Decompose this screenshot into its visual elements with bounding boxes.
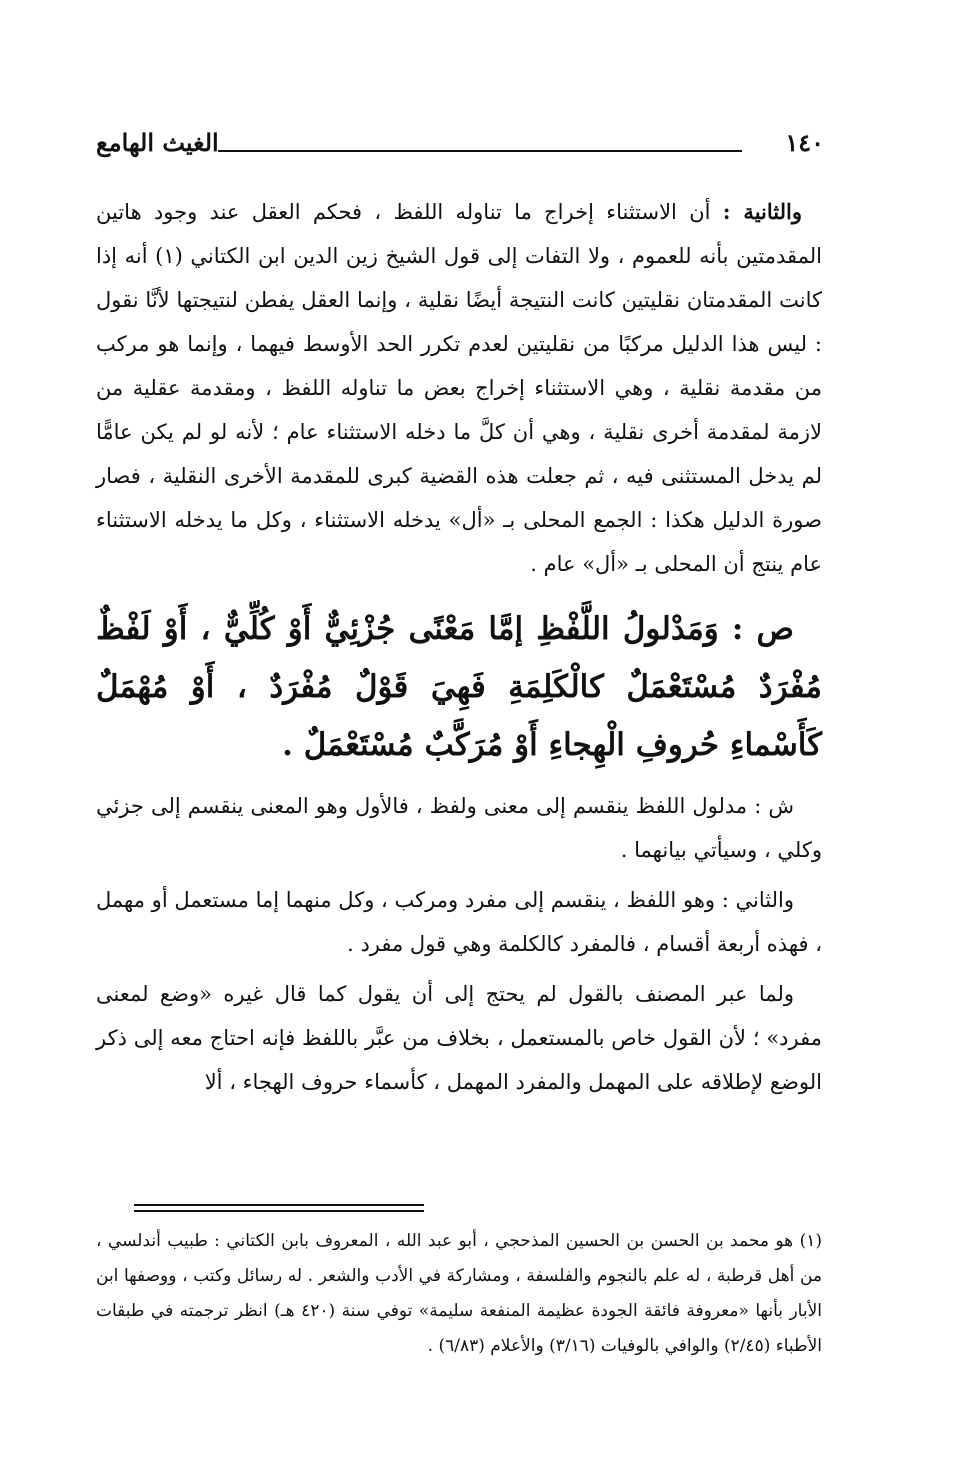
page-number: ١٤٠	[785, 128, 824, 157]
paragraph-second-proof	[96, 190, 822, 586]
footnote-divider	[134, 1204, 424, 1216]
paragraph-lead: والثانية :	[722, 199, 802, 224]
commentary-paragraph-2: والثاني : وهو اللفظ ، ينقسم إلى مفرد ومركب ، وكل منهما إما مستعمل أو مهمل ، فهذه أربعة أقسام ، فالمفرد كالكلمة وهي قول مفرد .	[96, 888, 822, 956]
footnote-1: (١) هو محمد بن الحسن بن الحسين المذحجي ، أبو عبد الله ، المعروف بابن الكتاني : طبيب أندلسي ، من أهل قرطبة ، له علم بالنجوم والفلسفة ، ومشاركة في الأدب والشعر . له رسائل وكتب ، ووصفها ابن الأبار بأنها «معروفة فائقة الجودة عظيمة المنفعة سليمة» توفي سنة (٤٢٠ هـ) انظر ترجمته في طبقات الأطباء (٢/٤٥) والوافي بالوفيات (٣/١٦) والأعلام (٦/٨٣) .	[96, 1231, 823, 1356]
paragraph-text: أن الاستثناء إخراج ما تناوله اللفظ ، فحكم العقل عند وجود هاتين المقدمتين بأنه للعموم ، ولا التفات إلى قول الشيخ زين الدين ابن الكتاني (١) أنه إذا كانت المقدمتان نقليتين كانت النتيجة أيضًا نقلية ، وإنما العقل يفطن لنتيجتها لأنَّا نقول : ليس هذا الدليل مركبًا من نقليتين لعدم تكرر الحد الأوسط فيهما ، وإنما هو مركب من مقدمة نقلية ، وهي الاستثناء إخراج بعض ما تناوله اللفظ ، ومقدمة عقلية من لازمة لمقدمة أخرى نقلية ، وهي أن كلَّ ما دخله الاستثناء عام ؛ لأنه لو لم يكن عامًّا لم يدخل المستثنى فيه ، ثم جعلت هذه القضية كبرى للمقدمة الأخرى النقلية ، فصار صورة الدليل هكذا : الجمع المحلى بـ «أل» يدخله الاستثناء ، وكل ما يدخله الاستثناء عام ينتج أن المحلى بـ «أل» عام .	[96, 200, 822, 576]
footnotes	[96, 1224, 822, 1364]
running-title: الغيث الهامع	[96, 128, 219, 157]
header-rule	[218, 150, 742, 152]
main-text	[96, 190, 822, 1104]
commentary-paragraph-3: ولما عبر المصنف بالقول لم يحتج إلى أن يقول كما قال غيره «وضع لمعنى مفرد» ؛ لأن القول خاص بالمستعمل ، بخلاف من عبَّر باللفظ فإنه احتاج معه إلى ذكر الوضع لإطلاقه على المهمل والمفرد المهمل ، كأسماء حروف الهجاء ، ألا	[96, 982, 822, 1094]
commentary-paragraph-1: ش : مدلول اللفظ ينقسم إلى معنى ولفظ ، فالأول وهو المعنى ينقسم إلى جزئي وكلي ، وسيأتي بيانهما .	[96, 794, 822, 862]
page-header	[96, 128, 824, 168]
matn-text: ص : وَمَدْلولُ اللَّفْظِ إمَّا مَعْنًى جُزْئِيٌّ أَوْ كُلِّيٌّ ، أَوْ لَفْظٌ مُفْرَدٌ مُسْتَعْمَلٌ كالْكَلِمَةِ فَهِيَ قَوْلٌ مُفْرَدٌ ، أَوْ مُهْمَلٌ كَأَسْماءِ حُروفِ الْهِجاءِ أَوْ مُرَكَّبٌ مُسْتَعْمَلٌ .	[96, 611, 822, 763]
